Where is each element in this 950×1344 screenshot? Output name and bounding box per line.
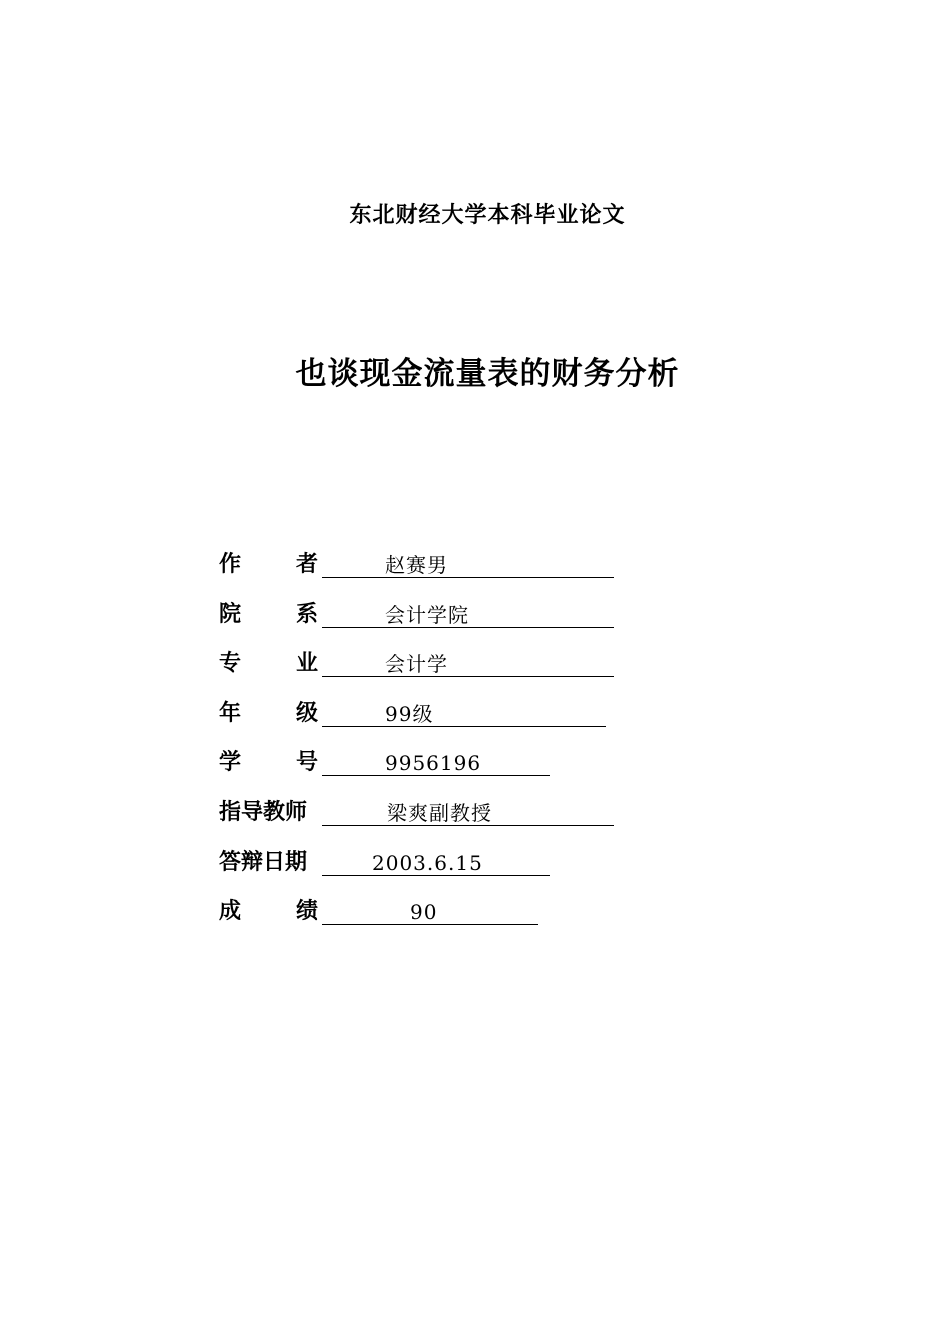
field-label bbox=[219, 697, 321, 731]
label-char: 专 bbox=[219, 651, 242, 677]
label-char: 学 bbox=[219, 750, 242, 776]
author-value: 赵赛男 bbox=[385, 553, 448, 577]
label-char: 系 bbox=[296, 601, 319, 627]
student-id-value: 9956196 bbox=[385, 751, 482, 776]
grade-value: 99级 bbox=[385, 701, 434, 726]
field-label: 答辩日期 bbox=[219, 849, 308, 875]
label-char: 年 bbox=[219, 700, 242, 726]
department-field bbox=[322, 598, 614, 628]
label-char: 级 bbox=[296, 700, 319, 726]
label-char: 作 bbox=[219, 552, 242, 577]
defense-date-field bbox=[322, 846, 550, 876]
advisor-value: 梁爽副教授 bbox=[387, 800, 492, 825]
label-char: 业 bbox=[296, 651, 319, 677]
author-field bbox=[322, 548, 614, 578]
grade-field bbox=[322, 697, 606, 727]
score-value: 90 bbox=[410, 900, 438, 925]
label-char: 成 bbox=[219, 899, 242, 925]
label-char: 者 bbox=[296, 552, 319, 577]
field-label bbox=[219, 548, 321, 582]
thesis-title: 也谈现金流量表的财务分析 bbox=[295, 356, 680, 392]
field-label bbox=[219, 598, 321, 632]
field-label bbox=[219, 647, 321, 681]
department-value: 会计学院 bbox=[385, 602, 469, 627]
label-char: 院 bbox=[219, 601, 242, 627]
student-id-field bbox=[322, 746, 550, 776]
label-char: 绩 bbox=[296, 899, 319, 925]
field-label bbox=[219, 895, 321, 929]
advisor-field bbox=[322, 796, 614, 826]
score-field bbox=[322, 895, 538, 925]
major-value: 会计学 bbox=[385, 652, 448, 677]
label-char: 号 bbox=[296, 750, 319, 776]
defense-date-value: 2003.6.15 bbox=[372, 850, 483, 875]
university-line: 东北财经大学本科毕业论文 bbox=[349, 202, 626, 228]
field-label: 指导教师 bbox=[219, 799, 308, 825]
field-label bbox=[219, 746, 321, 780]
major-field bbox=[322, 647, 614, 677]
